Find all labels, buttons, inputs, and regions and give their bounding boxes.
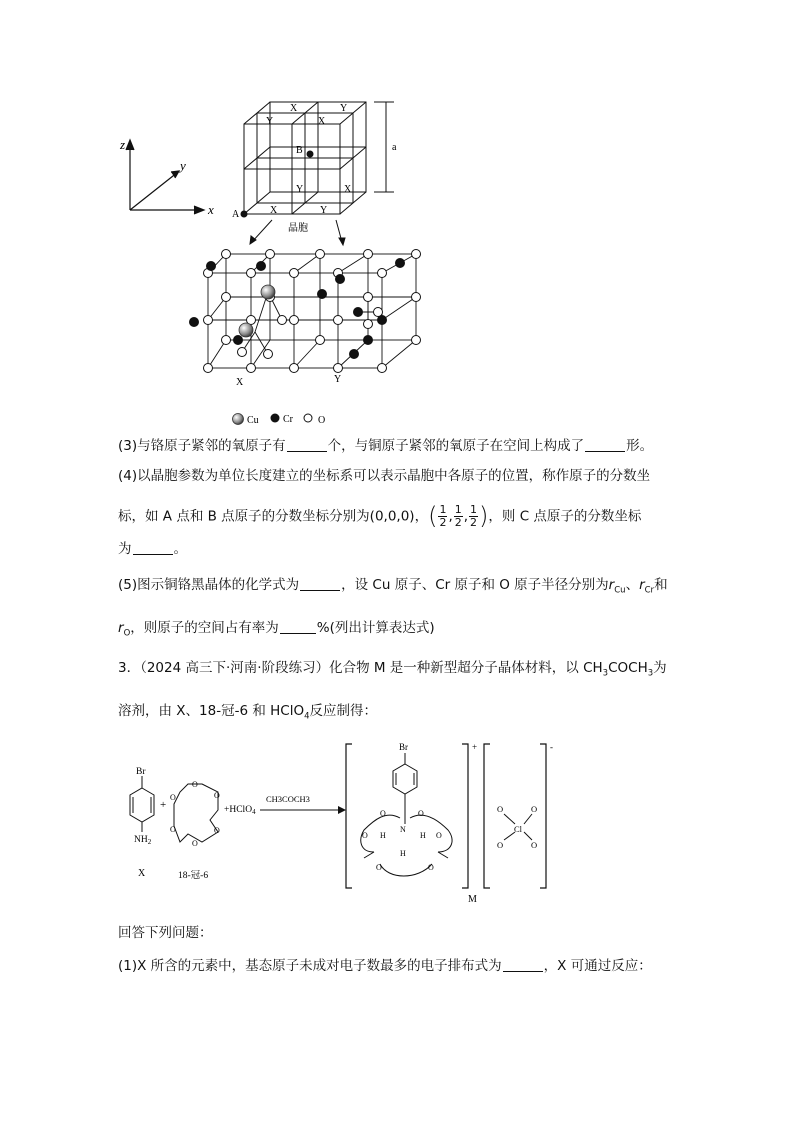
m-h3-label: H [400,849,406,858]
m-o5-label: O [418,809,424,818]
answer-blank-cu-shape[interactable] [585,439,625,452]
frac-den: 2 [439,515,447,529]
problem-3-line2 [118,703,377,722]
q4-line2b: ，则 C 点原子的分数坐标 [488,508,642,525]
answer-blank-coord-c[interactable] [133,542,173,555]
coord-b-frac-1 [438,504,447,528]
cube-label-x-lower: X [344,184,352,195]
crown-o4: O [192,839,198,848]
crown-o3: O [214,826,220,835]
point-a-atom [241,211,248,218]
clo-o3: O [497,840,504,850]
legend-cr: Cr [283,414,293,425]
r-o-sub: O [123,628,131,639]
answer-question-1 [118,958,652,974]
question-4-line1: (4)以晶胞参数为单位长度建立的坐标系可以表示晶胞中各原子的位置，称作原子的分数坐 [118,468,651,484]
label-crown: 18-冠-6 [178,871,209,881]
q5-and: 和 [654,577,668,593]
hclo4-reagent: +HClO$_4$ [224,805,256,816]
p3-sub3b: 3 [647,668,654,679]
cube-label-y-top: Y [340,103,348,114]
cell-parameter-a-label: a [392,142,397,153]
m-o6-label: O [380,809,386,818]
p3-sub4: 4 [304,711,310,722]
r-cr: r [639,577,645,593]
cube-label-y-lower: Y [296,184,304,195]
clo-o1: O [497,804,504,814]
m-o1-label: O [362,831,368,840]
detail-atoms [190,250,421,373]
cell-caption: 晶胞 [288,223,308,234]
frac-den: 2 [454,515,462,529]
answer-blank-formula[interactable] [300,578,340,591]
p3-line2a: 溶剂，由 X、18-冠-6 和 HClO [118,703,305,719]
q5-line2b: %(列出计算表达式) [316,620,435,636]
point-b-atom [307,151,314,158]
crown-o5: O [170,825,176,834]
clo-o2: O [531,804,538,814]
q3-part3: 形。 [626,438,654,454]
q4-comma: ， [414,508,429,525]
reaction-scheme [118,740,578,910]
coordinate-axes [126,140,204,214]
answer-blank-occupancy[interactable] [280,621,316,634]
perchlorate-bracket [484,744,546,888]
question-5-line2 [118,620,435,639]
question-3-text [118,438,653,454]
m-h1-label: H [380,831,386,840]
p3-line1b: 为 [653,660,667,676]
cube-label-x-top: X [290,103,298,114]
coord-b-close-paren: ) [479,502,489,530]
q5-sep: 、 [625,577,640,593]
plus-sign-1: + [160,799,167,811]
point-a-label: A [232,209,240,220]
r-cu: r [608,577,615,593]
problem-3-line1 [118,660,667,679]
r-cr-sub: Cr [644,585,655,596]
question-4-line2: 标，如 A 点和 B 点原子的分数坐标分别为(0,0,0)，( $\frac{1}{2}$ , $\frac{1}{2}$ , $\frac{1}{2}$ )，则 C 点原子的分数坐标 [118,502,642,530]
question-4-line3 [118,541,187,557]
m-h2-label: H [420,831,426,840]
coord-a: (0,0,0) [369,508,415,525]
molecule-x [130,776,154,832]
p3-line2b: 反应制得： [309,703,378,719]
cu-atom-upper [261,285,275,299]
solvent-label: CH3COCH3 [266,794,310,804]
cube-label-y-bottom: Y [320,205,328,216]
m-cation-structure [361,753,452,876]
q3-part2: 个，与铜原子紧邻的氧原子在空间上构成了 [327,438,585,454]
frac-num: 1 [454,503,462,517]
q4-line3b: 。 [173,541,187,557]
clo-o4: O [531,840,538,850]
answer-q1a: (1)X 所含的元素中，基态原子未成对电子数最多的电子排布式为 [118,958,502,974]
answer-blank-electron-config[interactable] [503,959,543,972]
detail-label-x: X [236,377,244,388]
q5-line1a: (5)图示铜铬黑晶体的化学式为 [118,577,300,593]
frac-num: 1 [439,503,447,517]
cube-label-x-bottom: X [270,205,278,216]
q5-line2a: ，则原子的空间占有率为 [130,620,279,636]
cation-charge: + [472,742,478,752]
m-cation-atoms [362,809,442,872]
m-o3-label: O [376,863,382,872]
answer-heading: 回答下列问题： [118,925,213,941]
m-o2-label: O [436,831,442,840]
crystal-cell-figure [110,92,440,426]
question-5-line1 [118,577,668,596]
q5-line1b: ，设 Cu 原子、Cr 原子和 O 原子半径分别为 [341,577,609,593]
coord-b-frac-3 [469,504,478,528]
m-o4-label: O [428,863,434,872]
label-x: X [138,868,146,879]
legend-o: O [318,415,326,426]
answer-q1b: ，X 可通过反应： [543,958,652,974]
label-m: M [468,894,477,905]
crown-o1: O [192,780,198,789]
reaction-arrow-head [338,806,346,814]
anion-charge: - [550,742,553,752]
coord-b-frac-2 [454,504,463,528]
x-nh2-label: $NH_2$ [134,835,152,846]
perchlorate-atoms [497,804,537,850]
crown-o6: O [170,793,176,802]
cu-atom-lower [239,323,253,337]
q4-line2a: 标，如 A 点和 B 点原子的分数坐标分别为 [118,508,370,525]
coord-b-open-paren: ( [428,502,438,530]
cl-label: Cl [514,824,523,834]
axis-x-label: x [208,202,214,217]
crown-o2: O [214,791,220,800]
m-n-label: N [400,825,406,834]
axis-y-label: y [180,158,186,173]
x-br-label: Br [136,767,146,777]
p3-sub3a: 3 [602,668,609,679]
detail-label-y: Y [334,374,342,385]
r-cu-sub: Cu [614,585,626,596]
q4-line3a: 为 [118,541,132,557]
m-br-label: Br [399,742,408,752]
answer-blank-cr-neighbors[interactable] [287,439,327,452]
cube-label-x-upper: X [318,116,326,127]
cube-label-y-upper: Y [266,116,274,127]
frac-den: 2 [470,515,478,529]
p3-line1a: 3．（2024 高三下·河南·阶段练习）化合物 M 是一种新型超分子晶体材料，以 CH [118,660,603,676]
atom-legend [233,414,326,427]
molecule-18-crown-6 [174,784,218,842]
axis-z-label: z [120,137,126,152]
p3-mid: COCH [608,660,648,676]
q3-part1: (3)与铬原子紧邻的氧原子有 [118,438,286,454]
frac-num: 1 [470,503,478,517]
legend-cu: Cu [247,415,259,426]
point-b-label: B [296,145,303,156]
r-o: r [118,620,124,636]
